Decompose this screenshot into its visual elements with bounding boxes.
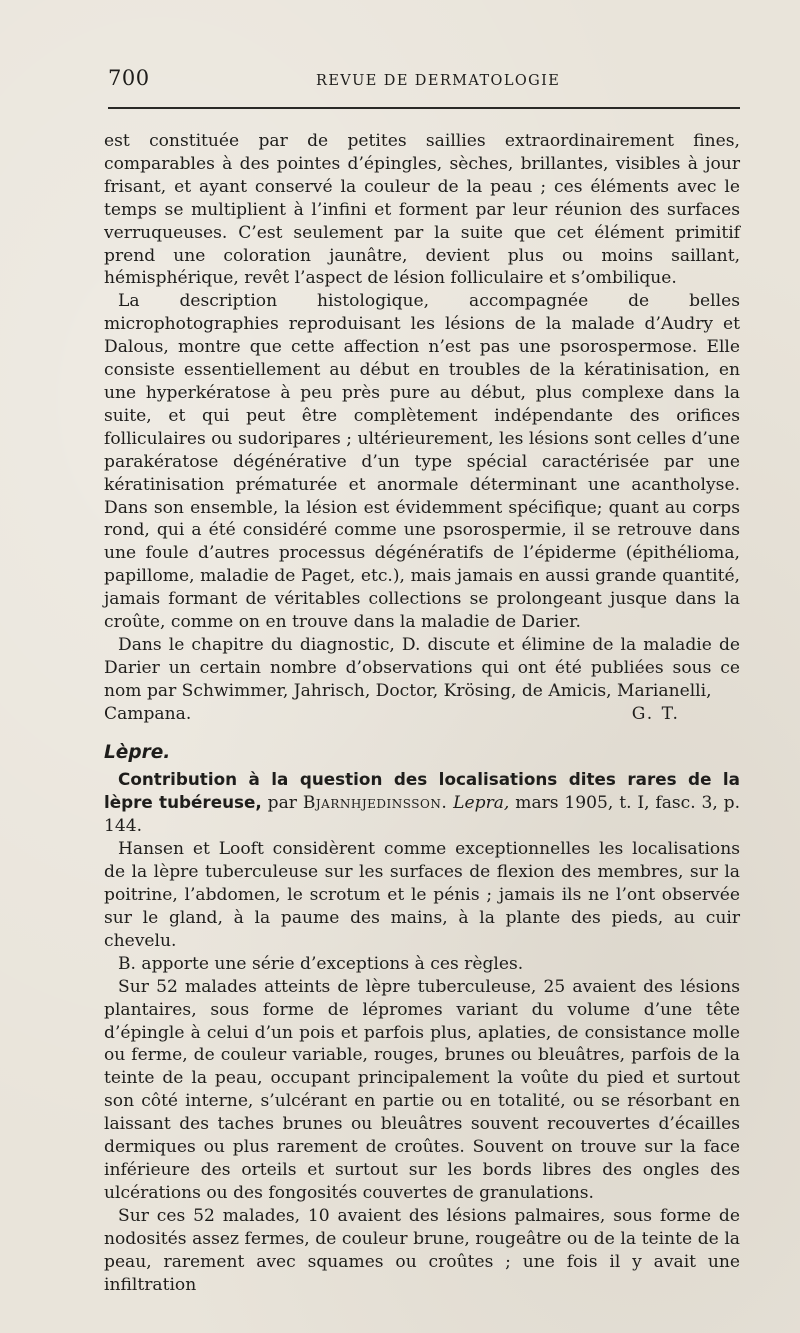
- paragraph: est constituée par de petites saillies extraordinairement fines, comparables à des pointes d’épingles, sèches, brillantes, visibles à jour frisant, et ayant conservé la couleur de la peau ; ces éléments avec le temps se multiplient à l’infini et forment par leur réunion des surfaces verruqueuses. C’est seulement par la suite que cet élément primitif prend une coloration jaunâtre, devient plus ou moins saillant, hémisphérique, revêt l’aspect de lésion folliculaire et s’ombilique.: [104, 131, 740, 289]
- article-title: Contribution à la question des localisations dites rares de la lèpre tubéreuse,: [104, 768, 740, 813]
- page-number: 700: [108, 66, 150, 90]
- header-rule: [108, 107, 740, 109]
- body-text: [104, 130, 740, 1296]
- page-header: [108, 66, 740, 100]
- article-by: par: [267, 793, 297, 814]
- closing-text: Campana.: [104, 703, 192, 724]
- paragraph: B. apporte une série d’exceptions à ces règles.: [118, 953, 524, 974]
- article-heading: [104, 768, 740, 839]
- closing-line: [104, 703, 740, 726]
- section-heading: Lèpre.: [104, 741, 171, 763]
- running-head: REVUE DE DERMATOLOGIE: [316, 73, 561, 89]
- article-citation: mars 1905, t. I, fasc. 3, p. 144.: [104, 793, 741, 837]
- article-author: Bjarnhjedinsson.: [302, 793, 448, 814]
- paragraph: La description histologique, accompagnée de belles microphotographies reproduisant les lésions de la malade d’Audry et Dalous, montre que cette affection n’est pas une psorospermose. Elle consiste essentiellement au début en troubles de la kératinisation, en une hyperkératose à peu près pure au début, plus complexe dans la suite, et qui peut être complètement indépendante des orifices folliculaires ou sudoripares ; ultérieurement, les lésions sont celles d’une parakératose dégénérative d’un type spécial caractérisée par une kératinisation prématurée et anormale déterminant une acantholyse. Dans son ensemble, la lésion est évidemment spécifique; quant au corps rond, qui a été considéré comme une psorospermie, il se retrouve dans une foule d’autres processus dégénératifs de l’épiderme (épithélioma, papillome, maladie de Paget, etc.), mais jamais en aussi grande quantité, jamais formant de véritables collections se prolongeant jusque dans la croûte, comme on en trouve dans la maladie de Darier.: [104, 291, 740, 633]
- article-journal: Lepra,: [453, 793, 510, 814]
- paragraph: Hansen et Looft considèrent comme exceptionnelles les localisations de la lèpre tuberculeuse sur les surfaces de flexion des membres, sur la poitrine, l’abdomen, le scrotum et le pénis ; jamais ils ne l’ont observée sur le gland, à la paume des mains, à la plante des pieds, au cuir chevelu.: [104, 839, 740, 951]
- paragraph: Sur 52 malades atteints de lèpre tuberculeuse, 25 avaient des lésions plantaires, sous forme de lépromes variant du volume d’une tête d’épingle à celui d’un pois et parfois plus, aplaties, de consistance molle ou ferme, de couleur variable, rouges, brunes ou bleuâtres, parfois de la teinte de la peau, occupant principalement la voûte du pied et surtout son côté interne, s’ulcérant en partie ou en totalité, ou se résorbant en laissant des taches brunes ou bleuâtres souvent recouvertes d’écailles dermiques ou plus rarement de croûtes. Souvent on trouve sur la face inférieure des orteils et surtout sur les bords libres des ongles des ulcérations ou des fongosités couvertes de granulations.: [104, 976, 740, 1203]
- paragraph: Dans le chapitre du diagnostic, D. discute et élimine de la maladie de Darier un certain nombre d’observations qui ont été publiées sous ce nom par Schwimmer, Jahrisch, Doctor, Krösing, de Amicis, Marianelli,: [104, 634, 740, 701]
- paragraph: Sur ces 52 malades, 10 avaient des lésions palmaires, sous forme de nodosités assez fermes, de couleur brune, rougeâtre ou de la teinte de la peau, rarement avec squames ou croûtes ; une fois il y avait une infiltration: [104, 1205, 740, 1295]
- reviewer-signature: G. T.: [631, 703, 680, 724]
